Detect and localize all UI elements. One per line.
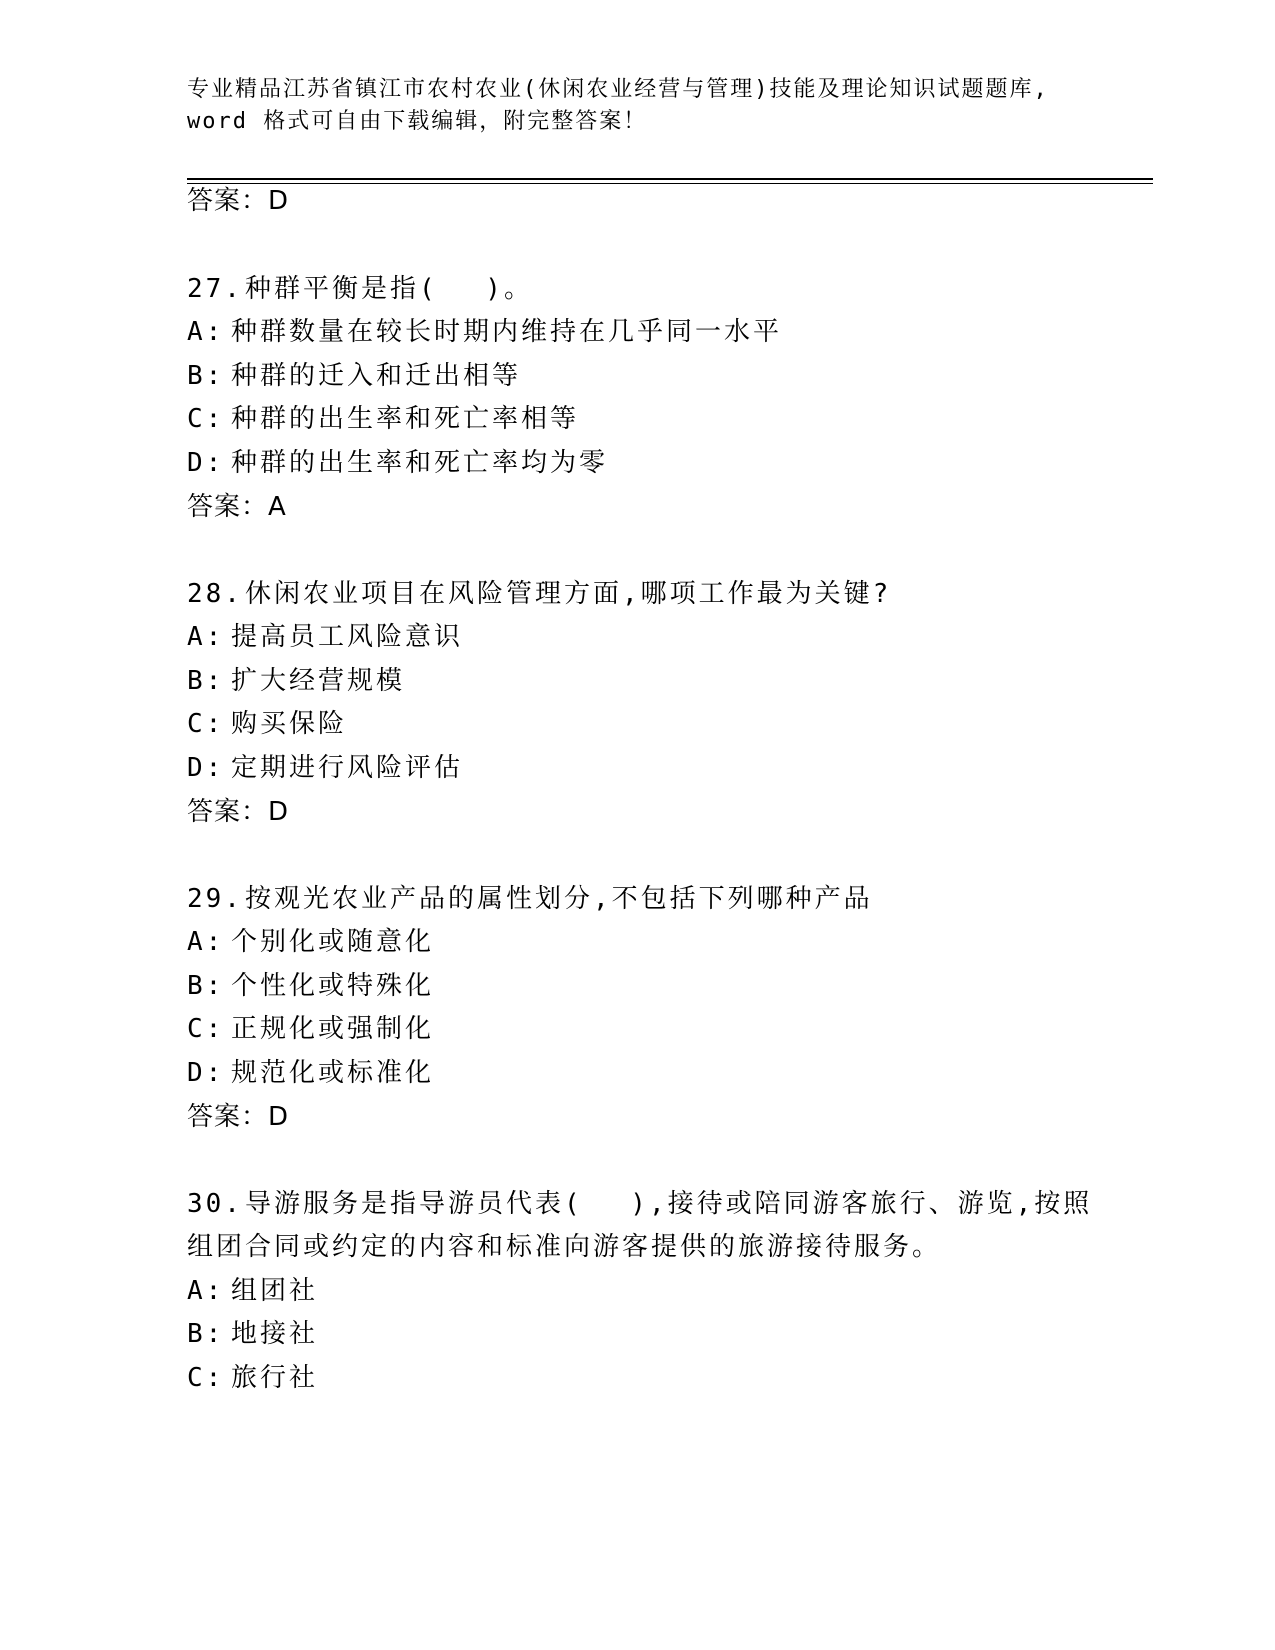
header-divider-thin bbox=[187, 183, 1153, 184]
option-text: 旅行社 bbox=[231, 1363, 319, 1393]
question-text: 休闲农业项目在风险管理方面,哪项工作最为关键? bbox=[245, 579, 892, 609]
question-27 bbox=[187, 272, 533, 306]
option-c bbox=[187, 1012, 434, 1046]
option-letter: A: bbox=[187, 622, 225, 652]
option-d bbox=[187, 446, 608, 480]
option-letter: A: bbox=[187, 927, 225, 957]
option-letter: B: bbox=[187, 361, 225, 391]
option-text: 地接社 bbox=[231, 1319, 319, 1349]
option-letter: B: bbox=[187, 1319, 225, 1349]
option-letter: B: bbox=[187, 971, 225, 1001]
option-text: 购买保险 bbox=[231, 709, 348, 739]
option-c bbox=[187, 707, 347, 741]
option-text: 扩大经营规模 bbox=[231, 666, 406, 696]
option-b bbox=[187, 664, 405, 698]
question-29 bbox=[187, 882, 873, 916]
option-letter: C: bbox=[187, 404, 225, 434]
option-text: 定期进行风险评估 bbox=[231, 753, 464, 783]
option-a bbox=[187, 620, 463, 654]
option-letter: B: bbox=[187, 666, 225, 696]
question-text: 按观光农业产品的属性划分,不包括下列哪种产品 bbox=[245, 884, 873, 914]
question-30 bbox=[187, 1187, 1092, 1221]
option-text: 种群的出生率和死亡率相等 bbox=[231, 404, 580, 434]
option-letter: D: bbox=[187, 448, 225, 478]
answer-27: 答案：A bbox=[187, 492, 287, 522]
option-text: 正规化或强制化 bbox=[231, 1014, 435, 1044]
option-letter: D: bbox=[187, 753, 225, 783]
option-b bbox=[187, 969, 434, 1003]
option-a bbox=[187, 925, 434, 959]
option-c bbox=[187, 1361, 318, 1395]
option-d bbox=[187, 751, 463, 785]
option-b bbox=[187, 359, 521, 393]
question-text: 种群平衡是指( )。 bbox=[245, 274, 533, 304]
option-letter: A: bbox=[187, 1276, 225, 1306]
option-letter: C: bbox=[187, 1363, 225, 1393]
header-divider-thick bbox=[187, 178, 1153, 180]
question-30-continuation: 组团合同或约定的内容和标准向游客提供的旅游接待服务。 bbox=[187, 1232, 942, 1262]
option-a bbox=[187, 315, 782, 349]
option-text: 组团社 bbox=[231, 1276, 319, 1306]
option-letter: C: bbox=[187, 1014, 225, 1044]
question-number: 30. bbox=[187, 1189, 243, 1219]
answer-29: 答案：D bbox=[187, 1102, 290, 1132]
header-title-line1: 专业精品江苏省镇江市农村农业(休闲农业经营与管理)技能及理论知识试题题库, bbox=[187, 77, 1049, 102]
option-text: 种群的出生率和死亡率均为零 bbox=[231, 448, 609, 478]
option-d bbox=[187, 1056, 434, 1090]
option-text: 种群数量在较长时期内维持在几乎同一水平 bbox=[231, 317, 783, 347]
option-text: 个性化或特殊化 bbox=[231, 971, 435, 1001]
option-b bbox=[187, 1317, 318, 1351]
option-letter: C: bbox=[187, 709, 225, 739]
question-text: 导游服务是指导游员代表( ),接待或陪同游客旅行、游览,按照 bbox=[245, 1189, 1093, 1219]
document-header bbox=[187, 74, 1087, 138]
option-text: 种群的迁入和迁出相等 bbox=[231, 361, 522, 391]
question-number: 27. bbox=[187, 274, 243, 304]
option-text: 提高员工风险意识 bbox=[231, 622, 464, 652]
question-number: 29. bbox=[187, 884, 243, 914]
question-number: 28. bbox=[187, 579, 243, 609]
option-letter: D: bbox=[187, 1058, 225, 1088]
question-28 bbox=[187, 577, 891, 611]
option-text: 个别化或随意化 bbox=[231, 927, 435, 957]
option-text: 规范化或标准化 bbox=[231, 1058, 435, 1088]
option-a bbox=[187, 1274, 318, 1308]
option-letter: A: bbox=[187, 317, 225, 347]
previous-answer: 答案：D bbox=[187, 186, 290, 216]
answer-28: 答案：D bbox=[187, 797, 290, 827]
option-c bbox=[187, 402, 579, 436]
header-title-line2: word 格式可自由下载编辑，附完整答案！ bbox=[187, 109, 648, 134]
